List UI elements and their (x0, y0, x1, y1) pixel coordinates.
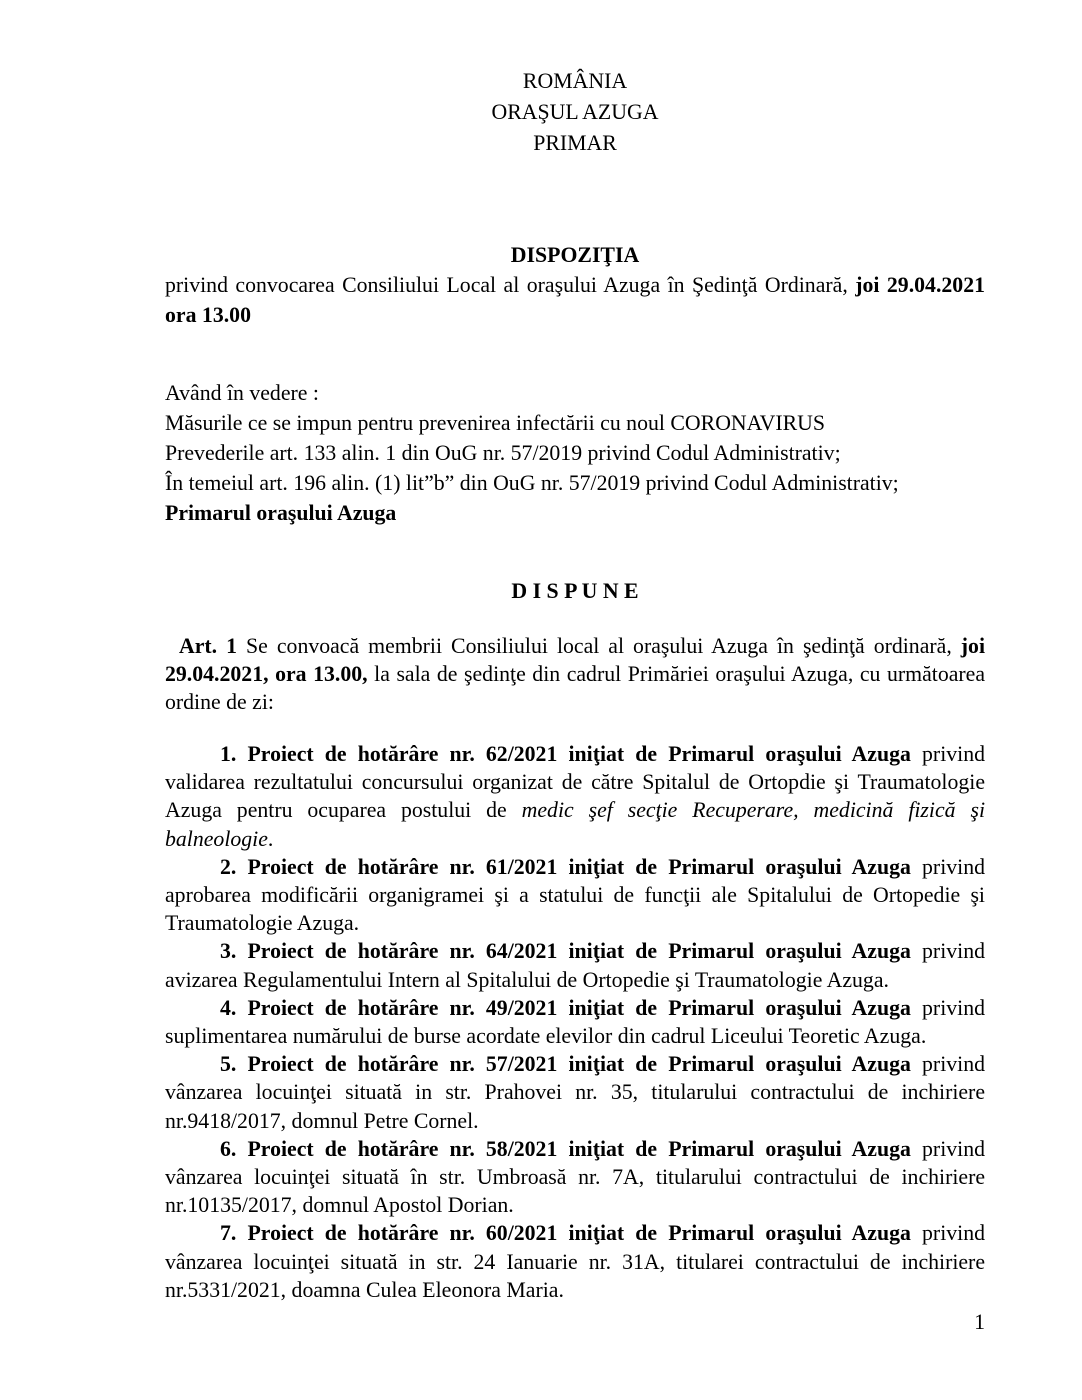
agenda-item-7-text: privind vânzarea locuinţei situată in str. 24 Ianuarie nr. 31A, titularei contractului de inchiriere nr.5331/2021, doamna Culea Eleonora Maria. (165, 1221, 985, 1302)
preamble-line: Prevederile art. 133 alin. 1 din OuG nr. 57/2019 privind Codul Administrativ; (165, 441, 841, 465)
subtitle-text: privind convocarea Consiliului Local al oraşului Azuga în Şedinţă Ordinară, (165, 273, 856, 297)
agenda-item-4-heading: 4. Proiect de hotărâre nr. 49/2021 iniţiat de Primarul oraşului Azuga (220, 995, 911, 1020)
agenda-item-7 (165, 1219, 985, 1304)
dispune-heading: D I S P U N E (511, 579, 639, 603)
agenda-item-3-text: privind avizarea Regulamentului Intern al Spitalului de Ortopedie şi Traumatologie Azuga. (165, 939, 985, 992)
article-1-paragraph (165, 632, 985, 716)
preamble-section (165, 378, 985, 528)
agenda-item-6-heading: 6. Proiect de hotărâre nr. 58/2021 iniţiat de Primarul oraşului Azuga (220, 1136, 911, 1161)
agenda-item-7-heading: 7. Proiect de hotărâre nr. 60/2021 iniţiat de Primarul oraşului Azuga (220, 1221, 911, 1246)
agenda-item-1-heading: 1. Proiect de hotărâre nr. 62/2021 iniţiat de Primarul oraşului Azuga (220, 742, 911, 766)
article-1-label: Art. 1 (179, 634, 238, 658)
page-number: 1 (974, 1310, 985, 1334)
header-office: PRIMAR (533, 131, 617, 155)
agenda-item-4-text: privind suplimentarea numărului de burse acordate elevilor din cadrul Liceului Teoretic Azuga. (165, 995, 985, 1049)
agenda-item-5 (165, 1050, 985, 1135)
agenda-item-3 (165, 937, 985, 993)
preamble-intro: Având în vedere : (165, 381, 319, 405)
agenda-item-1-italic: medic şef secţie Recuperare, medicină fizică şi balneologie (165, 798, 985, 851)
agenda-item-2-heading: 2. Proiect de hotărâre nr. 61/2021 iniţiat de Primarul oraşului Azuga (220, 854, 911, 879)
preamble-line: Măsurile ce se impun pentru prevenirea infectării cu noul CORONAVIRUS (165, 411, 826, 435)
agenda-item-6 (165, 1135, 985, 1220)
agenda-item-5-heading: 5. Proiect de hotărâre nr. 57/2021 iniţiat de Primarul oraşului Azuga (220, 1052, 911, 1077)
agenda-item-1-text: privind validarea rezultatului concursului organizat de către Spitalul de Ortopdie şi Traumatologie Azuga pentru ocuparea postului de (165, 742, 985, 823)
document-title: DISPOZIŢIA (510, 243, 640, 267)
document-subtitle (165, 270, 985, 330)
agenda-item-1 (165, 740, 985, 853)
agenda-list (165, 740, 985, 1304)
agenda-item-6-text: privind vânzarea locuinţei situată în str. Umbroasă nr. 7A, titularului contractului de inchiriere nr.10135/2017, domnul Apostol Dorian. (165, 1136, 985, 1218)
document-header (165, 66, 985, 159)
header-town: ORAŞUL AZUGA (491, 100, 659, 124)
article-1-text: Se convoacă membrii Consiliului local al oraşului Azuga în şedinţă ordinară, (237, 634, 961, 658)
subtitle-date-bold: joi 29.04.2021 ora 13.00 (165, 273, 985, 327)
header-country: ROMÂNIA (522, 69, 628, 93)
agenda-item-2-text: privind aprobarea modificării organigramei şi a statului de funcţii ale Spitalului de Ortopedie şi Traumatologie Azuga. (165, 854, 985, 936)
agenda-item-2 (165, 853, 985, 938)
agenda-item-3-heading: 3. Proiect de hotărâre nr. 64/2021 iniţiat de Primarul oraşului Azuga (220, 939, 911, 964)
agenda-item-4 (165, 994, 985, 1050)
article-1-text-2: la sala de şedinţe din cadrul Primăriei oraşului Azuga, cu următoarea ordine de zi: (165, 662, 985, 714)
issuer-line: Primarul oraşului Azuga (165, 501, 397, 525)
title-block (165, 240, 985, 330)
article-1-date-bold: joi 29.04.2021, ora 13.00, (165, 634, 985, 686)
agenda-item-1-suffix: . (267, 826, 274, 851)
preamble-line: În temeiul art. 196 alin. (1) lit”b” din OuG nr. 57/2019 privind Codul Administrativ; (165, 471, 899, 495)
agenda-item-5-text: privind vânzarea locuinţei situată in str. Prahovei nr. 35, titularului contractului de inchiriere nr.9418/2017, domnul Petre Cornel. (165, 1052, 985, 1133)
